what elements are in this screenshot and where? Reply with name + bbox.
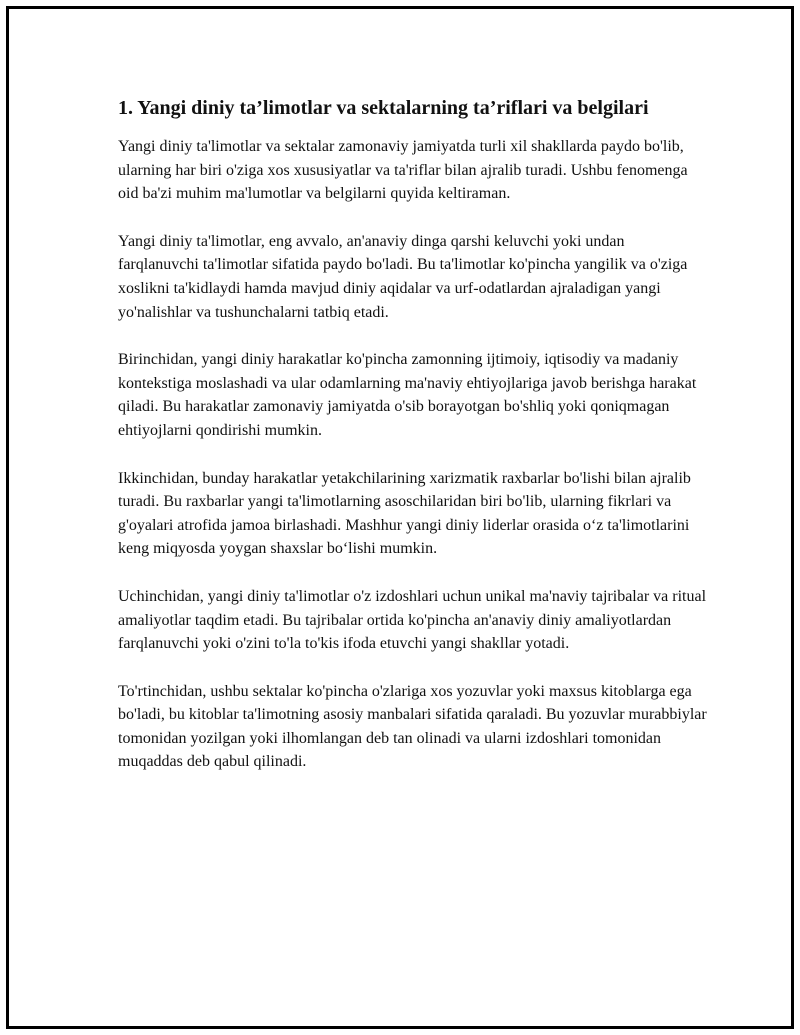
document-body — [118, 95, 708, 798]
section-heading: 1. Yangi diniy ta’limotlar va sektalarning ta’riflari va belgilari — [118, 97, 649, 119]
paragraph-first: Birinchidan, yangi diniy harakatlar ko'pincha zamonning ijtimoiy, iqtisodiy va madaniy kontekstiga moslashadi va ular odamlarning ma'naviy ehtiyojlariga javob berishga harakat qiladi. Bu harakatlar zamonaviy jamiyatda o'sib borayotgan bo'shliq yoki qoniqmagan ehtiyojlarni qondirishi mumkin. — [118, 351, 697, 439]
paragraph-definition: Yangi diniy ta'limotlar, eng avvalo, an'anaviy dinga qarshi keluvchi yoki undan farqlanuvchi ta'limotlar sifatida paydo bo'ladi. Bu ta'limotlar ko'pincha yangilik va o'ziga xoslikni ta'kidlaydi hamda mavjud diniy aqidalar va urf-odatlardan ajraladigan yangi yo'nalishlar va tushunchalarni tatbiq etadi. — [118, 232, 688, 321]
paragraph-fourth: To'rtinchidan, ushbu sektalar ko'pincha o'zlariga xos yozuvlar yoki maxsus kitoblarga ega bo'ladi, bu kitoblar ta'limotning asosiy manbalari sifatida qaraladi. Bu yozuvlar murabbiylar tomonidan yozilgan yoki ilhomlangan deb tan olinadi va ularni izdoshlari tomonidan muqaddas deb qabul qilinadi. — [118, 682, 707, 771]
paragraph-third: Uchinchidan, yangi diniy ta'limotlar o'z izdoshlari uchun unikal ma'naviy tajribalar va ritual amaliyotlar taqdim etadi. Bu tajribalar ortida ko'pincha an'anaviy diniy amaliyotlardan farqlanuvchi yoki o'zini to'la to'kis ifoda etuvchi yangi shakllar yotadi. — [118, 587, 707, 653]
paragraph-second: Ikkinchidan, bunday harakatlar yetakchilarining xarizmatik raxbarlar bo'lishi bilan ajralib turadi. Bu raxbarlar yangi ta'limotlarning asoschilaridan biri bo'lib, ularning fikrlari va g'oyalari atrofida jamoa birlashadi. Mashhur yangi diniy liderlar orasida o‘z ta'limotlarini keng miqyosda yoygan shaxslar bo‘lishi mumkin. — [118, 469, 691, 558]
paragraph-intro: Yangi diniy ta'limotlar va sektalar zamonaviy jamiyatda turli xil shakllarda paydo bo'lib, ularning har biri o'ziga xos xususiyatlar va ta'riflar bilan ajralib turadi. Ushbu fenomenga oid ba'zi muhim ma'lumotlar va belgilarni quyida keltiraman. — [118, 138, 688, 203]
